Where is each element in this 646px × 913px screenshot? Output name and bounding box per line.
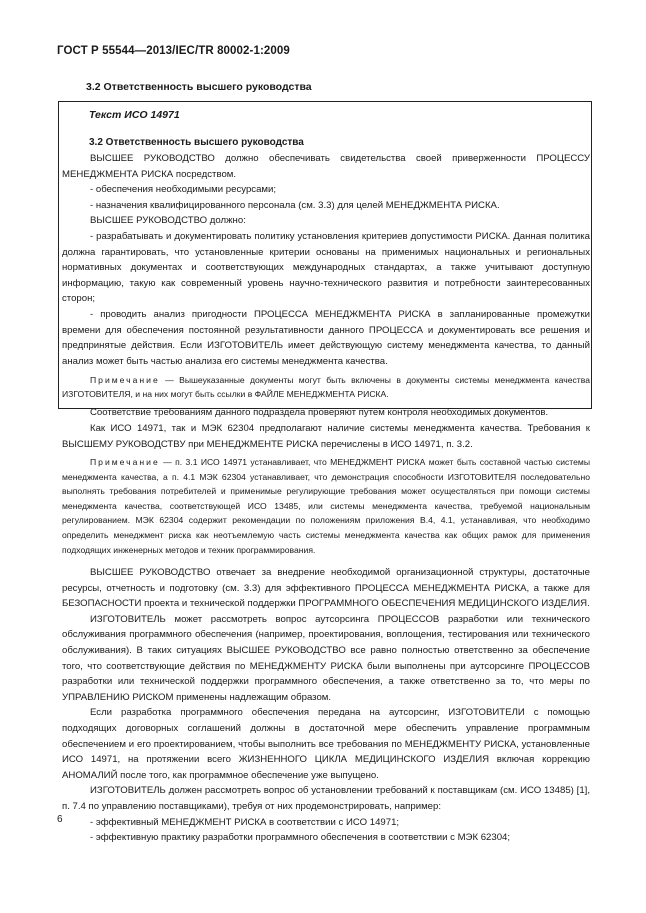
- box-paragraph: Соответствие требованиям данного подраздела проверяют путем контроля необходимых документов.: [90, 407, 549, 419]
- main-note: [62, 455, 590, 557]
- main-paragraph-1: [62, 421, 590, 452]
- box-title: Текст ИСО 14971: [89, 109, 180, 121]
- note-label: Примечание: [90, 375, 160, 386]
- paragraph: ИЗГОТОВИТЕЛЬ может рассмотреть вопрос аутсорсинга ПРОЦЕССОВ разработки или технического обслуживания программного обеспечения (например, проектирования, воплощения, тестирования или технического обслуживания). В таких ситуациях ВЫСШЕЕ РУКОВОДСТВО все равно полностью ответственно за обеспечение того, что соответствующие действия по МЕНЕДЖМЕНТУ РИСКА были выполнены при аутсорсинге ПРОЦЕССОВ разработки или технической поддержки программного обеспечения, а также ответственно за то, что меры по УПРАВЛЕНИЮ РИСКОМ применены надлежащим образом.: [62, 613, 590, 703]
- list-item: - эффективную практику разработки программного обеспечения в соответствии с МЭК 62304;: [90, 832, 511, 844]
- paragraph: Если разработка программного обеспечения передана на аутсорсинг, ИЗГОТОВИТЕЛИ с помощью подходящих договорных соглашений должны в достаточной мере обеспечить управление программным обеспечением и его проектированием, чтобы выполнить все требования по МЕНЕДЖМЕНТУ РИСКА, установленные ИСО 14971, на протяжении всего ЖИЗНЕННОГО ЦИКЛА МЕДИЦИНСКОГО ИЗДЕЛИЯ включая коррекцию АНОМАЛИЙ после того, как программное обеспечение уже выпущено.: [62, 707, 590, 781]
- box-list-item: - разрабатывать и документировать политику установления критериев допустимости РИСКА. Данная политика должна гарантировать, что установленные критерии основаны на применимых национальных и региональных нормативных документах и соответствующих международных стандартах, а также учитывают доступную информацию, такую как современный уровень научно-технического развития и потребности заинтересованных сторон;: [62, 230, 590, 305]
- note-text: — Вышеуказанные документы могут быть включены в документы системы менеджмента качества ИЗГОТОВИТЕЛЯ, и на них могут быть ссылки в ФАЙЛЕ МЕНЕДЖМЕНТА РИСКА.: [62, 375, 590, 400]
- section-heading: 3.2 Ответственность высшего руководства: [86, 81, 312, 93]
- page-number: 6: [57, 814, 63, 825]
- box-paragraph: ВЫСШЕЕ РУКОВОДСТВО должно:: [90, 215, 246, 227]
- main-body: [62, 565, 590, 846]
- note-label: Примечание: [90, 457, 160, 467]
- standard-designation: ГОСТ Р 55544—2013/IEC/TR 80002-1:2009: [57, 45, 290, 57]
- note-text: — п. 3.1 ИСО 14971 устанавливает, что МЕНЕДЖМЕНТ РИСКА может быть составной частью системы менеджмента качества, а п. 4.1 МЭК 62304 устанавливает, что демонстрация способности ИЗГОТОВИТЕЛЯ последовательно выполнять требования потребителей и применимые регулирующие требования может осуществляться при помощи системы менеджмента качества, соответствующей ИСО 13485, или системы менеджмента качества, требуемой национальным регулированием. МЭК 62304 содержит рекомендации по положениям приложения В.4, 4.1, устанавливая, что необходимо определить менеджмент риска как неотъемлемую часть системы менеджмента качества как общих рамок для применения подходящих инженерных методов и техник программирования.: [62, 457, 591, 555]
- list-item: - эффективный МЕНЕДЖМЕНТ РИСКА в соответствии с ИСО 14971;: [90, 816, 400, 828]
- box-list-item: - обеспечения необходимыми ресурсами;: [90, 184, 277, 196]
- box-body: [62, 151, 590, 421]
- box-note: [62, 373, 590, 401]
- box-list-item: - назначения квалифицированного персонала (см. 3.3) для целей МЕНЕДЖМЕНТА РИСКА.: [90, 199, 500, 211]
- box-list-item: - проводить анализ пригодности ПРОЦЕССА МЕНЕДЖМЕНТА РИСКА в запланированные промежутки времени для обеспечения постоянной результативности данного ПРОЦЕССА и документировать все решения и предпринятые действия. Если ИЗГОТОВИТЕЛЬ имеет действующую систему менеджмента качества, то данный анализ может быть частью анализа его системы менеджмента качества.: [62, 308, 590, 367]
- paragraph: ИЗГОТОВИТЕЛЬ должен рассмотреть вопрос об установлении требований к поставщикам (см. ИСО 13485) [1], п. 7.4 по управлению поставщиками), требуя от них продемонстрировать, например:: [62, 785, 590, 812]
- paragraph: ВЫСШЕЕ РУКОВОДСТВО отвечает за внедрение необходимой организационной структуры, достаточные ресурсы, отчетность и подготовку (см. 3.3) для эффективного ПРОЦЕССА МЕНЕДЖМЕНТА РИСКА, а также для БЕЗОПАСНОСТИ проекта и технической поддержки ПРОГРАММНОГО ОБЕСПЕЧЕНИЯ МЕДИЦИНСКОГО ИЗДЕЛИЯ.: [62, 567, 590, 610]
- box-paragraph: ВЫСШЕЕ РУКОВОДСТВО должно обеспечивать свидетельства своей приверженности ПРОЦЕССУ МЕНЕДЖМЕНТА РИСКА посредством.: [62, 153, 590, 180]
- box-heading: 3.2 Ответственность высшего руководства: [89, 137, 304, 148]
- paragraph: Как ИСО 14971, так и МЭК 62304 предполагают наличие системы менеджмента качества. Требования к ВЫСШЕМУ РУКОВОДСТВУ при МЕНЕДЖМЕНТЕ РИСКА перечислены в ИСО 14971, п. 3.2.: [62, 423, 590, 450]
